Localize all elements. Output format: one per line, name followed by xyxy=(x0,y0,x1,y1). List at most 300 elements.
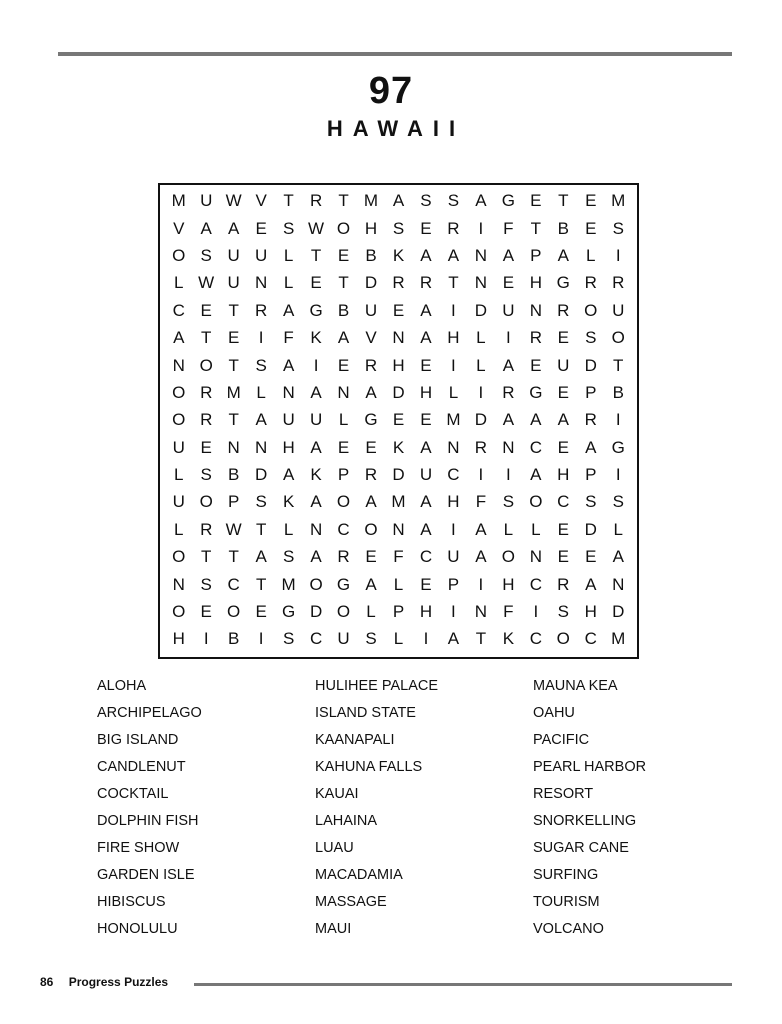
grid-letter[interactable]: R xyxy=(557,574,570,594)
grid-letter[interactable]: I xyxy=(615,465,621,485)
grid-letter[interactable]: E xyxy=(420,218,432,238)
grid-letter[interactable]: N xyxy=(392,328,405,348)
grid-letter[interactable]: C xyxy=(529,437,542,457)
grid-letter[interactable]: U xyxy=(227,245,240,265)
grid-letter[interactable]: L xyxy=(283,519,294,539)
grid-letter[interactable]: C xyxy=(337,519,350,539)
grid-letter[interactable]: A xyxy=(420,437,432,457)
grid-letter[interactable]: E xyxy=(200,300,212,320)
grid-letter[interactable]: U xyxy=(309,410,323,430)
grid-letter[interactable]: L xyxy=(586,245,596,265)
grid-letter[interactable]: C xyxy=(529,574,542,594)
grid-letter[interactable]: R xyxy=(337,547,350,567)
grid-letter[interactable]: A xyxy=(502,245,515,265)
grid-letter[interactable]: R xyxy=(557,300,570,320)
grid-letter[interactable]: M xyxy=(171,191,186,211)
grid-letter[interactable]: A xyxy=(255,547,267,567)
grid-letter[interactable]: U xyxy=(282,410,295,430)
grid-letter[interactable]: A xyxy=(475,191,487,211)
grid-letter[interactable]: L xyxy=(174,273,184,293)
grid-letter[interactable]: W xyxy=(308,218,325,238)
grid-letter[interactable]: D xyxy=(392,382,405,402)
word-list-item: BIG ISLAND xyxy=(97,732,179,748)
grid-letter[interactable]: K xyxy=(392,437,405,457)
word-list-item: OAHU xyxy=(533,705,575,721)
grid-letter[interactable]: A xyxy=(420,519,432,539)
grid-letter[interactable]: I xyxy=(478,382,484,402)
grid-letter[interactable]: A xyxy=(420,492,432,512)
grid-letter[interactable]: T xyxy=(475,629,487,649)
grid-letter[interactable]: V xyxy=(365,328,377,348)
grid-letter[interactable]: S xyxy=(612,218,624,238)
grid-letter[interactable]: A xyxy=(420,245,432,265)
grid-letter[interactable]: B xyxy=(612,382,624,402)
grid-letter[interactable]: C xyxy=(419,547,433,567)
grid-letter[interactable]: O xyxy=(584,300,598,320)
grid-letter[interactable]: D xyxy=(364,273,378,293)
grid-letter[interactable]: S xyxy=(255,355,267,375)
grid-letter[interactable]: S xyxy=(282,218,295,238)
grid-letter[interactable]: N xyxy=(172,355,185,375)
grid-letter[interactable]: N xyxy=(529,300,542,320)
grid-letter[interactable]: H xyxy=(172,629,185,649)
grid-letter[interactable]: I xyxy=(478,465,484,485)
grid-letter[interactable]: A xyxy=(282,355,295,375)
grid-letter[interactable]: U xyxy=(557,355,570,375)
grid-letter[interactable]: H xyxy=(557,465,570,485)
grid-letter[interactable]: L xyxy=(174,519,184,539)
grid-letter[interactable]: F xyxy=(475,492,487,512)
grid-letter[interactable]: I xyxy=(533,602,539,622)
grid-letter[interactable]: O xyxy=(172,382,186,402)
grid-letter[interactable]: L xyxy=(393,574,404,594)
grid-letter[interactable]: D xyxy=(584,519,597,539)
grid-letter[interactable]: O xyxy=(611,328,625,348)
book-title: Progress Puzzles xyxy=(68,975,169,989)
grid-letter[interactable]: N xyxy=(474,273,488,293)
grid-letter[interactable]: H xyxy=(364,218,378,238)
grid-letter[interactable]: I xyxy=(505,465,511,485)
grid-letter[interactable]: R xyxy=(200,382,213,402)
grid-letter[interactable]: E xyxy=(392,410,405,430)
grid-letter[interactable]: R xyxy=(200,410,213,430)
grid-letter[interactable]: B xyxy=(337,300,350,320)
grid-letter[interactable]: U xyxy=(172,437,185,457)
grid-letter[interactable]: I xyxy=(478,574,484,594)
grid-letter[interactable]: E xyxy=(502,273,515,293)
grid-letter[interactable]: E xyxy=(420,355,432,375)
grid-letter[interactable]: U xyxy=(227,273,240,293)
grid-letter[interactable]: S xyxy=(282,629,295,649)
grid-letter[interactable]: A xyxy=(228,218,240,238)
grid-letter[interactable]: A xyxy=(200,218,212,238)
grid-letter[interactable]: S xyxy=(365,629,377,649)
word-list xyxy=(0,673,782,943)
grid-letter[interactable]: O xyxy=(529,492,543,512)
grid-letter[interactable]: A xyxy=(310,382,322,402)
grid-letter[interactable]: E xyxy=(255,218,267,238)
grid-letter[interactable]: A xyxy=(447,245,460,265)
grid-letter[interactable]: H xyxy=(529,273,542,293)
grid-letter[interactable]: E xyxy=(530,355,542,375)
grid-letter[interactable]: E xyxy=(337,245,350,265)
grid-letter[interactable]: A xyxy=(502,355,515,375)
grid-letter[interactable]: A xyxy=(255,410,267,430)
grid-letter[interactable]: A xyxy=(475,547,487,567)
grid-letter[interactable]: P xyxy=(337,465,350,485)
grid-letter[interactable]: A xyxy=(585,437,597,457)
grid-letter[interactable]: S xyxy=(612,492,624,512)
grid-letter[interactable]: T xyxy=(530,218,542,238)
grid-letter[interactable]: E xyxy=(557,547,569,567)
grid-letter[interactable]: L xyxy=(283,273,294,293)
grid-letter[interactable]: A xyxy=(310,437,322,457)
grid-letter[interactable]: N xyxy=(502,437,515,457)
grid-row xyxy=(165,625,632,652)
grid-letter[interactable]: I xyxy=(451,355,456,375)
grid-letter[interactable]: L xyxy=(256,382,266,402)
grid-letter[interactable]: K xyxy=(310,465,322,485)
grid-letter[interactable]: A xyxy=(337,328,350,348)
grid-letter[interactable]: E xyxy=(337,355,350,375)
grid-letter[interactable]: D xyxy=(309,602,323,622)
grid-letter[interactable]: T xyxy=(283,191,294,211)
grid-letter[interactable]: D xyxy=(255,465,268,485)
grid-letter[interactable]: O xyxy=(336,218,351,238)
grid-letter[interactable]: I xyxy=(203,629,209,649)
grid-letter[interactable]: O xyxy=(199,492,213,512)
grid-letter[interactable]: A xyxy=(310,492,322,512)
grid-letter[interactable]: U xyxy=(255,245,268,265)
grid-letter[interactable]: R xyxy=(364,355,378,375)
grid-letter[interactable]: F xyxy=(503,602,514,622)
grid-letter[interactable]: R xyxy=(364,465,378,485)
grid-letter[interactable]: F xyxy=(503,218,514,238)
grid-letter[interactable]: L xyxy=(448,382,459,402)
grid-letter[interactable]: E xyxy=(585,218,597,238)
grid-letter[interactable]: A xyxy=(530,410,542,430)
grid-letter[interactable]: T xyxy=(338,191,349,211)
grid-letter[interactable]: E xyxy=(365,437,377,457)
grid-letter[interactable]: T xyxy=(310,245,322,265)
grid-letter[interactable]: T xyxy=(338,273,349,293)
grid-letter[interactable]: A xyxy=(502,410,515,430)
grid-letter[interactable]: H xyxy=(447,492,460,512)
grid-letter[interactable]: U xyxy=(337,629,350,649)
grid-letter[interactable]: G xyxy=(336,574,351,594)
grid-letter[interactable]: R xyxy=(584,410,597,430)
grid-letter[interactable]: R xyxy=(584,273,597,293)
grid-letter[interactable]: E xyxy=(557,519,569,539)
grid-letter[interactable]: B xyxy=(365,245,377,265)
grid-letter[interactable]: K xyxy=(282,492,295,512)
grid-letter[interactable]: H xyxy=(419,382,433,402)
grid-letter[interactable]: M xyxy=(611,191,626,211)
grid-letter[interactable]: K xyxy=(310,328,322,348)
grid-letter[interactable]: I xyxy=(451,602,456,622)
grid-letter[interactable]: N xyxy=(255,273,268,293)
grid-letter[interactable]: D xyxy=(474,410,488,430)
grid-letter[interactable]: T xyxy=(255,574,267,594)
grid-letter[interactable]: U xyxy=(502,300,515,320)
grid-letter[interactable]: A xyxy=(365,574,377,594)
grid-letter[interactable]: E xyxy=(310,273,322,293)
grid-letter[interactable]: A xyxy=(557,245,569,265)
word-list-column-2 xyxy=(315,673,438,943)
grid-letter[interactable]: G xyxy=(364,410,378,430)
grid-letter[interactable]: O xyxy=(199,355,213,375)
grid-letter[interactable]: N xyxy=(309,519,323,539)
grid-letter[interactable]: P xyxy=(392,602,405,622)
grid-letter[interactable]: P xyxy=(585,382,597,402)
grid-letter[interactable]: A xyxy=(420,328,432,348)
grid-letter[interactable]: P xyxy=(530,245,542,265)
grid-letter[interactable]: U xyxy=(612,300,625,320)
grid-letter[interactable]: N xyxy=(612,574,625,594)
grid-letter[interactable]: A xyxy=(530,465,542,485)
grid-letter[interactable]: V xyxy=(173,218,185,238)
grid-letter[interactable]: C xyxy=(172,300,185,320)
grid-letter[interactable]: L xyxy=(366,602,376,622)
grid-letter[interactable]: T xyxy=(228,355,239,375)
grid-letter[interactable]: L xyxy=(476,355,486,375)
grid-letter[interactable]: I xyxy=(313,355,319,375)
grid-letter[interactable]: G xyxy=(529,382,543,402)
grid-letter[interactable]: I xyxy=(615,410,621,430)
grid-letter[interactable]: M xyxy=(446,410,461,430)
grid-letter[interactable]: H xyxy=(392,355,405,375)
grid-letter[interactable]: N xyxy=(337,382,350,402)
grid-letter[interactable]: D xyxy=(392,465,405,485)
grid-letter[interactable]: R xyxy=(255,300,268,320)
grid-letter[interactable]: L xyxy=(283,245,294,265)
grid-letter[interactable]: E xyxy=(557,382,569,402)
grid-letter[interactable]: T xyxy=(201,547,212,567)
grid-letter[interactable]: A xyxy=(392,191,405,211)
grid-letter[interactable]: O xyxy=(172,245,186,265)
grid-letter[interactable]: N xyxy=(474,245,488,265)
grid-letter[interactable]: A xyxy=(282,465,295,485)
grid-letter[interactable]: H xyxy=(447,328,460,348)
grid-letter[interactable]: S xyxy=(255,492,267,512)
grid-letter[interactable]: U xyxy=(419,465,433,485)
grid-letter[interactable]: R xyxy=(529,328,542,348)
grid-letter[interactable]: A xyxy=(365,382,377,402)
grid-letter[interactable]: N xyxy=(172,574,185,594)
grid-letter[interactable]: H xyxy=(502,574,515,594)
grid-letter[interactable]: A xyxy=(173,328,185,348)
grid-letter[interactable]: S xyxy=(200,465,212,485)
grid-letter[interactable]: A xyxy=(447,629,460,649)
grid-letter[interactable]: T xyxy=(201,328,212,348)
grid-letter[interactable]: H xyxy=(419,602,433,622)
grid-letter[interactable]: L xyxy=(531,519,541,539)
grid-letter[interactable]: T xyxy=(558,191,569,211)
grid-letter[interactable]: M xyxy=(611,629,626,649)
grid-letter[interactable]: T xyxy=(255,519,267,539)
grid-letter[interactable]: W xyxy=(225,191,242,211)
grid-letter[interactable]: O xyxy=(309,574,323,594)
grid-letter[interactable]: I xyxy=(505,328,511,348)
grid-letter[interactable]: E xyxy=(420,410,432,430)
grid-letter[interactable]: C xyxy=(227,574,240,594)
grid-letter[interactable]: T xyxy=(228,547,239,567)
grid-letter[interactable]: S xyxy=(557,602,569,622)
grid-letter[interactable]: A xyxy=(282,300,295,320)
grid-letter[interactable]: S xyxy=(282,547,295,567)
grid-letter[interactable]: L xyxy=(338,410,349,430)
grid-letter[interactable]: B xyxy=(228,465,240,485)
grid-letter[interactable]: A xyxy=(310,547,322,567)
grid-letter[interactable]: B xyxy=(228,629,240,649)
grid-letter[interactable]: H xyxy=(282,437,295,457)
grid-letter[interactable]: T xyxy=(613,355,624,375)
grid-letter[interactable]: A xyxy=(475,519,487,539)
grid-letter[interactable]: K xyxy=(502,629,515,649)
grid-letter[interactable]: R xyxy=(447,218,460,238)
grid-letter[interactable]: R xyxy=(419,273,433,293)
grid-letter[interactable]: U xyxy=(364,300,378,320)
grid-letter[interactable]: A xyxy=(585,574,597,594)
grid-letter[interactable]: I xyxy=(423,629,429,649)
grid-letter[interactable]: L xyxy=(503,519,514,539)
grid-letter[interactable]: D xyxy=(612,602,625,622)
grid-letter[interactable]: I xyxy=(451,519,456,539)
grid-letter[interactable]: O xyxy=(172,602,186,622)
grid-letter[interactable]: L xyxy=(393,629,404,649)
grid-letter[interactable]: S xyxy=(447,191,460,211)
grid-letter[interactable]: C xyxy=(529,629,542,649)
grid-letter[interactable]: E xyxy=(228,328,240,348)
grid-letter[interactable]: S xyxy=(420,191,432,211)
grid-letter[interactable]: U xyxy=(200,191,213,211)
grid-letter[interactable]: G xyxy=(309,300,323,320)
grid-letter[interactable]: I xyxy=(615,245,621,265)
grid-letter[interactable]: T xyxy=(448,273,459,293)
grid-letter[interactable]: U xyxy=(172,492,185,512)
word-list-item: ISLAND STATE xyxy=(315,705,416,721)
grid-letter[interactable]: T xyxy=(228,300,239,320)
grid-letter[interactable]: K xyxy=(392,245,405,265)
grid-letter[interactable]: W xyxy=(225,519,242,539)
grid-letter[interactable]: G xyxy=(556,273,570,293)
grid-letter[interactable]: E xyxy=(557,328,569,348)
grid-letter[interactable]: D xyxy=(584,355,597,375)
grid-letter[interactable]: M xyxy=(363,191,379,211)
grid-row xyxy=(165,269,632,296)
grid-letter[interactable]: U xyxy=(447,547,460,567)
grid-letter[interactable]: A xyxy=(365,492,377,512)
grid-letter[interactable]: O xyxy=(172,547,186,567)
grid-letter[interactable]: G xyxy=(501,191,515,211)
grid-letter[interactable]: H xyxy=(584,602,597,622)
grid-letter[interactable]: O xyxy=(172,410,186,430)
word-list-item: MASSAGE xyxy=(315,894,387,910)
grid-letter[interactable]: E xyxy=(365,547,377,567)
grid-letter[interactable]: N xyxy=(474,602,488,622)
grid-letter[interactable]: N xyxy=(529,547,542,567)
grid-letter[interactable]: C xyxy=(584,629,597,649)
word-list-item: SUGAR CANE xyxy=(533,840,629,856)
grid-letter[interactable]: C xyxy=(557,492,570,512)
word-list-item: KAANAPALI xyxy=(315,732,395,748)
grid-letter[interactable]: C xyxy=(309,629,323,649)
grid-letter[interactable]: G xyxy=(281,602,296,622)
grid-letter[interactable]: B xyxy=(557,218,569,238)
grid-letter[interactable]: I xyxy=(478,218,484,238)
grid-letter[interactable]: L xyxy=(174,465,184,485)
grid-letter[interactable]: S xyxy=(200,574,212,594)
grid-letter[interactable]: E xyxy=(392,300,405,320)
grid-letter[interactable]: E xyxy=(255,602,267,622)
grid-letter[interactable]: N xyxy=(282,382,295,402)
grid-letter[interactable]: M xyxy=(391,492,406,512)
grid-letter[interactable]: F xyxy=(393,547,404,567)
grid-letter[interactable]: E xyxy=(200,602,212,622)
grid-letter[interactable]: R xyxy=(309,191,323,211)
grid-letter[interactable]: R xyxy=(474,437,488,457)
grid-letter[interactable]: I xyxy=(451,300,456,320)
grid-letter[interactable]: W xyxy=(198,273,215,293)
grid-letter[interactable]: N xyxy=(392,519,405,539)
grid-letter[interactable]: I xyxy=(258,629,264,649)
grid-letter[interactable]: R xyxy=(612,273,625,293)
grid-letter[interactable]: G xyxy=(611,437,625,457)
grid-letter[interactable]: E xyxy=(585,191,597,211)
grid-letter[interactable]: R xyxy=(392,273,405,293)
grid-letter[interactable]: O xyxy=(364,519,378,539)
grid-letter[interactable]: M xyxy=(226,382,241,402)
grid-letter[interactable]: N xyxy=(447,437,460,457)
grid-letter[interactable]: E xyxy=(200,437,212,457)
grid-letter[interactable]: P xyxy=(585,465,597,485)
grid-letter[interactable]: C xyxy=(447,465,460,485)
grid-letter[interactable]: A xyxy=(420,300,432,320)
grid-letter[interactable]: L xyxy=(476,328,486,348)
grid-letter[interactable]: M xyxy=(281,574,296,594)
grid-letter[interactable]: V xyxy=(255,191,267,211)
grid-letter[interactable]: E xyxy=(337,437,350,457)
grid-letter[interactable]: R xyxy=(200,519,213,539)
grid-letter[interactable]: T xyxy=(228,410,239,430)
grid-letter[interactable]: N xyxy=(227,437,240,457)
grid-letter[interactable]: R xyxy=(502,382,515,402)
grid-letter[interactable]: S xyxy=(585,492,597,512)
grid-letter[interactable]: E xyxy=(557,437,569,457)
grid-letter[interactable]: O xyxy=(556,629,570,649)
grid-letter[interactable]: P xyxy=(447,574,460,594)
grid-letter[interactable]: A xyxy=(557,410,569,430)
grid-letter[interactable]: S xyxy=(200,245,212,265)
grid-letter[interactable]: E xyxy=(420,574,432,594)
grid-letter[interactable]: O xyxy=(227,602,241,622)
grid-letter[interactable]: E xyxy=(530,191,542,211)
grid-letter[interactable]: S xyxy=(585,328,597,348)
grid-letter[interactable]: I xyxy=(258,328,264,348)
grid-letter[interactable]: O xyxy=(336,492,351,512)
grid-letter[interactable]: A xyxy=(612,547,624,567)
grid-letter[interactable]: S xyxy=(502,492,515,512)
grid-letter[interactable]: O xyxy=(501,547,515,567)
grid-letter[interactable]: P xyxy=(228,492,240,512)
grid-letter[interactable]: F xyxy=(283,328,294,348)
grid-letter[interactable]: E xyxy=(585,547,597,567)
grid-letter[interactable]: S xyxy=(392,218,405,238)
grid-letter[interactable]: N xyxy=(255,437,268,457)
grid-letter[interactable]: D xyxy=(474,300,488,320)
grid-letter[interactable]: L xyxy=(613,519,623,539)
grid-letter[interactable]: O xyxy=(336,602,351,622)
